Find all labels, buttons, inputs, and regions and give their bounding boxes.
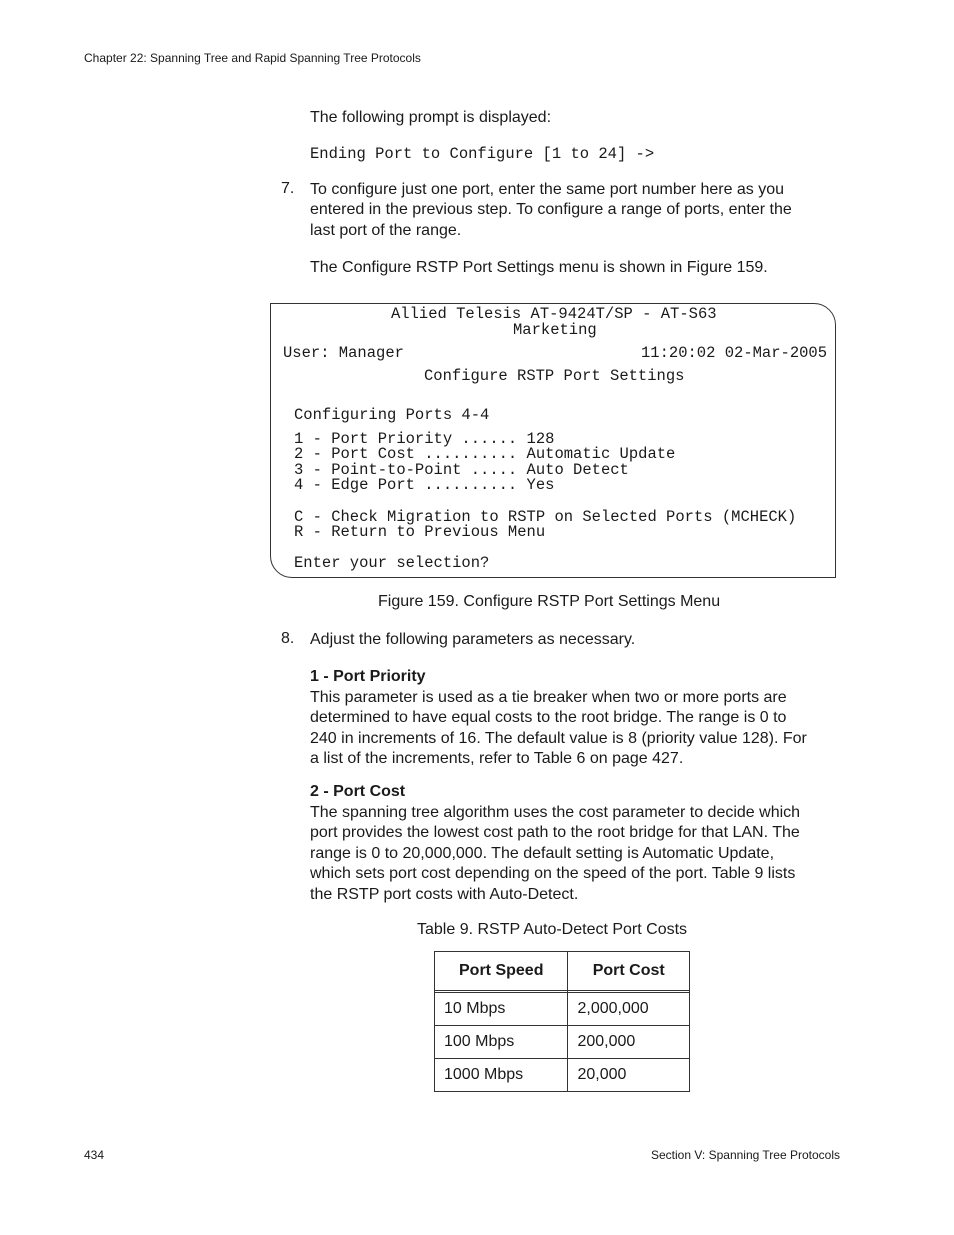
param-2-line: which sets port cost depending on the speed of the port. Table 9 lists <box>310 865 796 883</box>
step-7-line: last port of the range. <box>310 221 462 239</box>
step-7-number: 7. <box>281 180 295 197</box>
table-row <box>435 1026 690 1059</box>
screen-prompt: Enter your selection? <box>294 554 490 572</box>
table-caption: Table 9. RSTP Auto-Detect Port Costs <box>417 921 688 938</box>
port-speed-cell: 10 Mbps <box>435 993 568 1026</box>
param-1-line: determined to have equal costs to the root bridge. The range is 0 to <box>310 709 787 727</box>
screen-configuring: Configuring Ports 4-4 <box>294 406 490 424</box>
step-8-number: 8. <box>281 630 295 647</box>
screen-menu-item: 3 - Point-to-Point ..... Auto Detect <box>294 461 629 479</box>
param-1-title: 1 - Port Priority <box>310 668 426 685</box>
param-2-description <box>310 803 800 905</box>
param-1-line: a list of the increments, refer to Table 6 on page 427. <box>310 750 684 768</box>
port-cost-cell: 20,000 <box>568 1059 690 1092</box>
param-2-line: the RSTP port costs with Auto-Detect. <box>310 885 579 903</box>
section-footer: Section V: Spanning Tree Protocols <box>651 1148 840 1162</box>
step-8-text: Adjust the following parameters as necessary. <box>310 631 636 648</box>
screen-return-option: R - Return to Previous Menu <box>294 523 546 541</box>
table-header-row <box>435 952 690 991</box>
param-2-title: 2 - Port Cost <box>310 783 406 800</box>
param-2-line: port provides the lowest cost path to the root bridge for that LAN. The <box>310 824 800 842</box>
screen-menu-item: 1 - Port Priority ...... 128 <box>294 430 555 448</box>
table-row <box>435 1059 690 1092</box>
step-7-text <box>310 180 792 241</box>
port-cost-cell: 2,000,000 <box>568 993 690 1026</box>
param-2-line: range is 0 to 20,000,000. The default setting is Automatic Update, <box>310 844 775 862</box>
port-cost-cell: 200,000 <box>568 1026 690 1059</box>
column-header: Port Speed <box>435 952 568 991</box>
menu-reference: The Configure RSTP Port Settings menu is shown in Figure 159. <box>310 259 768 276</box>
prompt-intro: The following prompt is displayed: <box>310 109 552 126</box>
step-7-line: To configure just one port, enter the same port number here as you <box>310 181 785 198</box>
column-header: Port Cost <box>568 952 690 991</box>
prompt-code: Ending Port to Configure [1 to 24] -> <box>310 145 655 163</box>
param-1-description <box>310 688 807 770</box>
param-1-line: This parameter is used as a tie breaker when two or more ports are <box>310 689 787 706</box>
figure-caption: Figure 159. Configure RSTP Port Settings Menu <box>378 593 721 610</box>
screen-user: User: Manager <box>283 344 404 362</box>
screen-datetime: 11:20:02 02-Mar-2005 <box>641 344 828 362</box>
running-header: Chapter 22: Spanning Tree and Rapid Spanning Tree Protocols <box>84 51 421 65</box>
port-speed-cell: 1000 Mbps <box>435 1059 568 1092</box>
screen-menu-title: Configure RSTP Port Settings <box>424 367 685 385</box>
terminal-screen <box>270 303 836 578</box>
screen-menu-item: 2 - Port Cost .......... Automatic Update <box>294 445 676 463</box>
step-7-line: entered in the previous step. To configure a range of ports, enter the <box>310 201 792 219</box>
page-number: 434 <box>84 1148 105 1162</box>
screen-subtitle: Marketing <box>513 321 597 339</box>
param-2-line: The spanning tree algorithm uses the cost parameter to decide which <box>310 804 801 821</box>
port-speed-cell: 100 Mbps <box>435 1026 568 1059</box>
param-1-line: 240 in increments of 16. The default value is 8 (priority value 128). For <box>310 729 807 747</box>
screen-check-option: C - Check Migration to RSTP on Selected Ports (MCHECK) <box>294 508 797 526</box>
table-row <box>435 993 690 1026</box>
port-cost-table <box>434 951 690 1092</box>
screen-title: Allied Telesis AT-9424T/SP - AT-S63 <box>391 305 717 323</box>
screen-menu-item: 4 - Edge Port .......... Yes <box>294 476 555 494</box>
